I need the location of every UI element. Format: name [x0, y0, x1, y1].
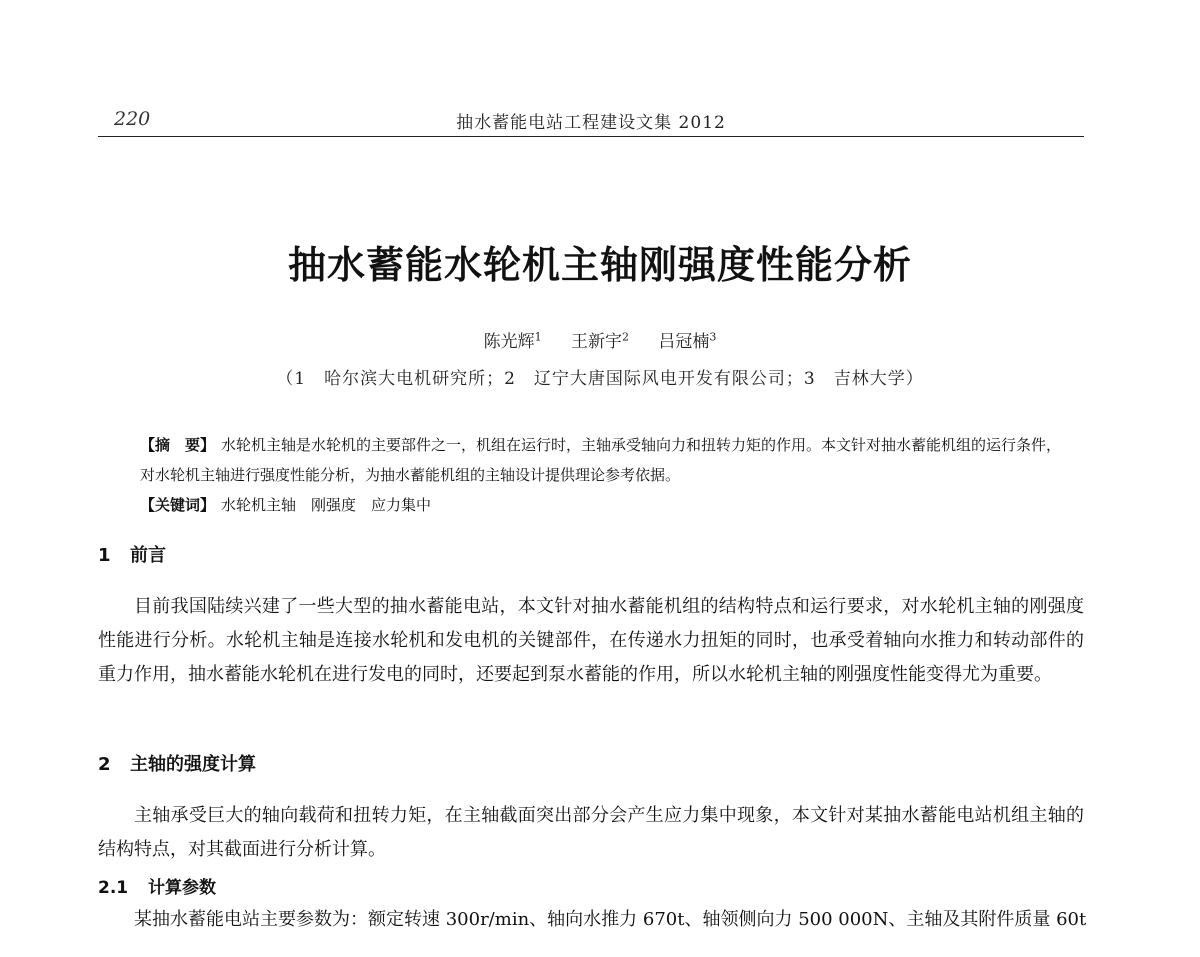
author-name: 陈光辉: [483, 332, 535, 352]
author-name: 王新宇: [571, 332, 622, 352]
section-paragraph: 目前我国陆续兴建了一些大型的抽水蓄能电站，本文针对抽水蓄能机组的结构特点和运行要求，对水轮机主轴的刚强度性能进行分析。水轮机主轴是连接水轮机和发电机的关键部件，在传递水力扭矩的同时，也承受着轴向水推力和转动部件的重力作用，抽水蓄能水轮机在进行发电的同时，还要起到泵水蓄能的作用，所以水轮机主轴的刚强度性能变得尤为重要。: [98, 596, 1084, 685]
author: [571, 332, 629, 352]
keywords: [140, 490, 1070, 520]
section-title: 主轴的强度计算: [130, 754, 256, 775]
abstract-block: [140, 430, 1070, 520]
section-paragraph: 主轴承受巨大的轴向载荷和扭转力矩，在主轴截面突出部分会产生应力集中现象，本文针对某抽水蓄能电站机组主轴的结构特点，对其截面进行分析计算。: [98, 805, 1084, 860]
abstract-text: 水轮机主轴是水轮机的主要部件之一，机组在运行时，主轴承受轴向力和扭转力矩的作用。本文针对抽水蓄能机组的运行条件，对水轮机主轴进行强度性能分析，为抽水蓄能机组的主轴设计提供理论参考依据。: [140, 436, 1062, 484]
affiliations: （1 哈尔滨大电机研究所；2 辽宁大唐国际风电开发有限公司；3 吉林大学）: [276, 369, 924, 389]
section-title: 前言: [130, 545, 166, 566]
author: [484, 332, 542, 352]
subsection-heading: [98, 873, 216, 898]
affiliation-mark: 2: [622, 330, 629, 344]
abstract: [140, 430, 1070, 490]
keywords-text: 水轮机主轴 刚强度 应力集中: [221, 496, 432, 514]
subsection-number: 2.1: [98, 878, 129, 898]
section-number: 2: [98, 754, 111, 775]
abstract-label: 【摘 要】: [140, 436, 216, 454]
journal-title: 抽水蓄能电站工程建设文集 2012: [456, 113, 726, 133]
section-number: 1: [98, 545, 111, 566]
section-heading: [98, 750, 256, 776]
subsection-title: 计算参数: [148, 878, 216, 898]
page-number: 220: [114, 108, 151, 130]
running-header: [98, 106, 1084, 137]
affiliation-mark: 1: [534, 330, 542, 344]
author-name: 吕冠楠: [658, 332, 710, 352]
affiliation-mark: 3: [709, 330, 717, 344]
section-heading: [98, 541, 166, 567]
author: [658, 332, 716, 352]
paper-title: 抽水蓄能水轮机主轴刚强度性能分析: [287, 243, 912, 287]
subsection-paragraph: 某抽水蓄能电站主要参数为：额定转速 300r/min、轴向水推力 670t、轴领侧向力 500 000N、主轴及其附件质量 60t: [134, 909, 1087, 930]
keywords-label: 【关键词】: [140, 496, 216, 514]
author-list: [0, 327, 1200, 352]
